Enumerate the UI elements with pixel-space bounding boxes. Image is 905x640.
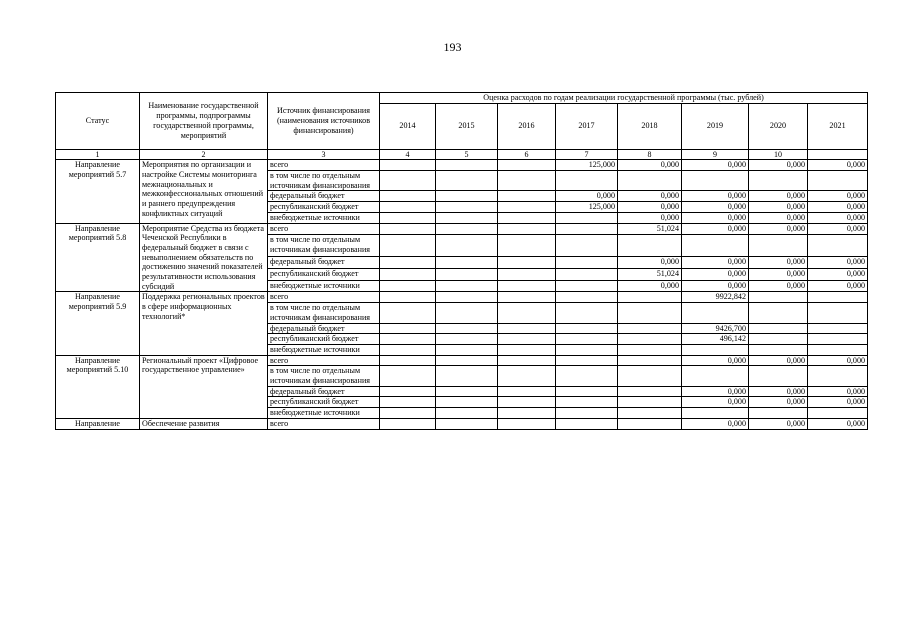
table-row — [56, 418, 868, 429]
value-cell: 0,000 — [749, 257, 808, 269]
value-cell: 0,000 — [808, 202, 868, 213]
value-cell — [749, 334, 808, 345]
value-cell: 496,142 — [682, 334, 749, 345]
value-cell — [618, 171, 682, 191]
value-cell: 0,000 — [618, 257, 682, 269]
value-cell — [380, 223, 436, 235]
value-cell: 0,000 — [808, 223, 868, 235]
value-cell: 0,000 — [618, 160, 682, 171]
value-cell — [380, 235, 436, 257]
value-cell — [808, 303, 868, 323]
status-cell: Направление мероприятий 5.7 — [56, 160, 140, 223]
funding-source-cell: федеральный бюджет — [268, 257, 380, 269]
status-cell: Направление — [56, 418, 140, 429]
funding-source-cell: федеральный бюджет — [268, 191, 380, 202]
value-cell — [749, 235, 808, 257]
table-body — [56, 160, 868, 429]
column-index: 5 — [436, 149, 498, 160]
column-index: 10 — [749, 149, 808, 160]
value-cell: 0,000 — [749, 223, 808, 235]
value-cell — [498, 257, 556, 269]
value-cell: 0,000 — [682, 191, 749, 202]
status-cell: Направление мероприятий 5.10 — [56, 355, 140, 418]
value-cell — [436, 160, 498, 171]
value-cell — [380, 344, 436, 355]
value-cell: 0,000 — [808, 257, 868, 269]
header-year: 2014 — [380, 103, 436, 149]
value-cell — [380, 303, 436, 323]
column-index: 9 — [682, 149, 749, 160]
value-cell — [618, 235, 682, 257]
column-index: 3 — [268, 149, 380, 160]
value-cell — [498, 223, 556, 235]
value-cell — [436, 257, 498, 269]
value-cell — [436, 408, 498, 419]
status-cell: Направление мероприятий 5.9 — [56, 292, 140, 355]
value-cell: 125,000 — [556, 160, 618, 171]
value-cell — [808, 323, 868, 334]
value-cell — [556, 280, 618, 292]
value-cell — [808, 408, 868, 419]
value-cell: 0,000 — [808, 212, 868, 223]
value-cell — [808, 171, 868, 191]
value-cell — [556, 292, 618, 303]
value-cell: 51,024 — [618, 223, 682, 235]
value-cell — [380, 418, 436, 429]
value-cell: 0,000 — [618, 212, 682, 223]
value-cell: 0,000 — [682, 386, 749, 397]
funding-source-cell: в том числе по отдельным источникам финансирования — [268, 171, 380, 191]
value-cell — [380, 257, 436, 269]
value-cell: 0,000 — [682, 212, 749, 223]
column-index: 2 — [140, 149, 268, 160]
value-cell — [556, 355, 618, 366]
value-cell — [618, 292, 682, 303]
value-cell — [436, 303, 498, 323]
value-cell — [380, 292, 436, 303]
value-cell — [436, 223, 498, 235]
value-cell — [556, 257, 618, 269]
value-cell — [498, 397, 556, 408]
value-cell: 0,000 — [749, 386, 808, 397]
value-cell: 0,000 — [749, 191, 808, 202]
value-cell — [556, 171, 618, 191]
value-cell — [380, 334, 436, 345]
value-cell — [436, 397, 498, 408]
value-cell — [556, 334, 618, 345]
activity-name-cell: Мероприятие Средства из бюджета Чеченской Республики в федеральный бюджет в связи с невыполнением обязательств по достижению значений показателей результативности использования субсидий — [140, 223, 268, 292]
value-cell: 0,000 — [682, 355, 749, 366]
value-cell — [808, 344, 868, 355]
value-cell — [808, 292, 868, 303]
value-cell — [436, 280, 498, 292]
activity-name-cell: Поддержка региональных проектов в сфере информационных технологий* — [140, 292, 268, 355]
header-estimate: Оценка расходов по годам реализации государственной программы (тыс. рублей) — [380, 93, 868, 104]
value-cell: 0,000 — [808, 269, 868, 281]
value-cell — [556, 235, 618, 257]
value-cell — [436, 171, 498, 191]
header-status: Статус — [56, 93, 140, 150]
value-cell: 0,000 — [808, 191, 868, 202]
header-year: 2015 — [436, 103, 498, 149]
table-row — [56, 223, 868, 235]
value-cell: 0,000 — [749, 269, 808, 281]
value-cell — [682, 303, 749, 323]
budget-table — [55, 92, 868, 430]
value-cell — [380, 171, 436, 191]
funding-source-cell: внебюджетные источники — [268, 408, 380, 419]
value-cell — [749, 344, 808, 355]
value-cell — [556, 386, 618, 397]
value-cell — [380, 160, 436, 171]
table-row — [56, 292, 868, 303]
header-source: Источник финансирования (наименования источников финансирования) — [268, 93, 380, 150]
value-cell — [556, 408, 618, 419]
value-cell — [749, 292, 808, 303]
value-cell — [749, 171, 808, 191]
funding-source-cell: республиканский бюджет — [268, 202, 380, 213]
value-cell — [436, 334, 498, 345]
value-cell — [436, 323, 498, 334]
value-cell — [380, 366, 436, 386]
header-year: 2017 — [556, 103, 618, 149]
value-cell — [808, 366, 868, 386]
page-number: 193 — [443, 40, 462, 54]
value-cell — [498, 171, 556, 191]
value-cell: 0,000 — [808, 418, 868, 429]
value-cell: 0,000 — [682, 160, 749, 171]
value-cell — [436, 386, 498, 397]
value-cell — [436, 344, 498, 355]
value-cell: 0,000 — [749, 280, 808, 292]
value-cell — [498, 292, 556, 303]
value-cell — [436, 202, 498, 213]
value-cell — [618, 366, 682, 386]
value-cell — [436, 292, 498, 303]
value-cell: 125,000 — [556, 202, 618, 213]
funding-source-cell: в том числе по отдельным источникам финансирования — [268, 235, 380, 257]
value-cell — [618, 418, 682, 429]
funding-source-cell: республиканский бюджет — [268, 397, 380, 408]
value-cell: 0,000 — [618, 280, 682, 292]
value-cell — [618, 323, 682, 334]
value-cell — [436, 235, 498, 257]
activity-name-cell: Обеспечение развития — [140, 418, 268, 429]
value-cell: 0,000 — [749, 418, 808, 429]
value-cell: 0,000 — [682, 223, 749, 235]
activity-name-cell: Мероприятия по организации и настройке Системы мониторинга межнациональных и межконфессиональных отношений и раннего предупреждения конфликтных ситуаций — [140, 160, 268, 223]
header-name: Наименование государственной программы, подпрограммы государственной программы, мероприятий — [140, 93, 268, 150]
value-cell: 0,000 — [682, 202, 749, 213]
value-cell — [618, 397, 682, 408]
funding-source-cell: внебюджетные источники — [268, 344, 380, 355]
value-cell: 0,000 — [682, 397, 749, 408]
value-cell — [618, 344, 682, 355]
value-cell — [498, 344, 556, 355]
value-cell — [556, 418, 618, 429]
value-cell — [618, 355, 682, 366]
value-cell — [498, 235, 556, 257]
value-cell: 0,000 — [556, 191, 618, 202]
header-row-1 — [56, 93, 868, 104]
value-cell — [749, 303, 808, 323]
value-cell — [498, 212, 556, 223]
value-cell — [682, 235, 749, 257]
table-row — [56, 355, 868, 366]
value-cell: 0,000 — [749, 212, 808, 223]
column-index — [808, 149, 868, 160]
column-index: 4 — [380, 149, 436, 160]
header-year: 2018 — [618, 103, 682, 149]
value-cell — [498, 355, 556, 366]
value-cell: 0,000 — [749, 355, 808, 366]
value-cell — [682, 408, 749, 419]
column-index: 6 — [498, 149, 556, 160]
value-cell — [380, 397, 436, 408]
value-cell: 0,000 — [808, 397, 868, 408]
value-cell — [498, 334, 556, 345]
value-cell — [556, 223, 618, 235]
header-year: 2021 — [808, 103, 868, 149]
value-cell — [618, 386, 682, 397]
value-cell — [749, 408, 808, 419]
value-cell — [749, 366, 808, 386]
value-cell: 9426,700 — [682, 323, 749, 334]
value-cell: 0,000 — [808, 160, 868, 171]
funding-source-cell: внебюджетные источники — [268, 280, 380, 292]
value-cell: 0,000 — [749, 397, 808, 408]
value-cell — [436, 418, 498, 429]
funding-source-cell: федеральный бюджет — [268, 323, 380, 334]
activity-name-cell: Региональный проект «Цифровое государственное управление» — [140, 355, 268, 418]
value-cell — [380, 323, 436, 334]
value-cell — [682, 171, 749, 191]
funding-source-cell: всего — [268, 223, 380, 235]
value-cell — [498, 418, 556, 429]
value-cell — [618, 303, 682, 323]
header-year: 2016 — [498, 103, 556, 149]
value-cell: 0,000 — [682, 418, 749, 429]
funding-source-cell: республиканский бюджет — [268, 269, 380, 281]
value-cell — [380, 202, 436, 213]
value-cell — [556, 303, 618, 323]
value-cell — [436, 366, 498, 386]
value-cell — [498, 202, 556, 213]
header-year: 2019 — [682, 103, 749, 149]
value-cell — [808, 235, 868, 257]
value-cell — [380, 212, 436, 223]
value-cell: 0,000 — [682, 257, 749, 269]
value-cell — [380, 269, 436, 281]
value-cell — [436, 212, 498, 223]
value-cell — [436, 191, 498, 202]
table-row — [56, 160, 868, 171]
value-cell: 9922,842 — [682, 292, 749, 303]
value-cell: 0,000 — [618, 191, 682, 202]
value-cell — [682, 344, 749, 355]
value-cell: 0,000 — [808, 280, 868, 292]
funding-source-cell: федеральный бюджет — [268, 386, 380, 397]
value-cell — [498, 323, 556, 334]
status-cell: Направление мероприятий 5.8 — [56, 223, 140, 292]
value-cell — [380, 355, 436, 366]
funding-source-cell: всего — [268, 292, 380, 303]
value-cell — [436, 269, 498, 281]
value-cell: 51,024 — [618, 269, 682, 281]
value-cell — [498, 280, 556, 292]
funding-source-cell: республиканский бюджет — [268, 334, 380, 345]
value-cell — [556, 344, 618, 355]
value-cell — [498, 386, 556, 397]
value-cell — [749, 323, 808, 334]
value-cell — [380, 408, 436, 419]
value-cell — [556, 269, 618, 281]
value-cell: 0,000 — [749, 202, 808, 213]
value-cell — [498, 366, 556, 386]
value-cell — [498, 160, 556, 171]
value-cell — [808, 334, 868, 345]
funding-source-cell: всего — [268, 160, 380, 171]
value-cell — [618, 334, 682, 345]
value-cell: 0,000 — [682, 269, 749, 281]
column-index: 7 — [556, 149, 618, 160]
value-cell — [556, 397, 618, 408]
value-cell — [618, 408, 682, 419]
column-index: 1 — [56, 149, 140, 160]
value-cell — [380, 191, 436, 202]
value-cell — [498, 191, 556, 202]
column-index: 8 — [618, 149, 682, 160]
value-cell — [556, 212, 618, 223]
value-cell: 0,000 — [618, 202, 682, 213]
value-cell — [498, 269, 556, 281]
funding-source-cell: в том числе по отдельным источникам финансирования — [268, 303, 380, 323]
value-cell — [498, 408, 556, 419]
funding-source-cell: всего — [268, 355, 380, 366]
value-cell: 0,000 — [808, 386, 868, 397]
funding-source-cell: внебюджетные источники — [268, 212, 380, 223]
value-cell — [498, 303, 556, 323]
column-index-row — [56, 149, 868, 160]
value-cell: 0,000 — [682, 280, 749, 292]
value-cell — [380, 386, 436, 397]
funding-source-cell: всего — [268, 418, 380, 429]
funding-source-cell: в том числе по отдельным источникам финансирования — [268, 366, 380, 386]
value-cell — [556, 323, 618, 334]
value-cell: 0,000 — [749, 160, 808, 171]
value-cell — [682, 366, 749, 386]
value-cell: 0,000 — [808, 355, 868, 366]
header-year: 2020 — [749, 103, 808, 149]
value-cell — [380, 280, 436, 292]
value-cell — [436, 355, 498, 366]
value-cell — [556, 366, 618, 386]
